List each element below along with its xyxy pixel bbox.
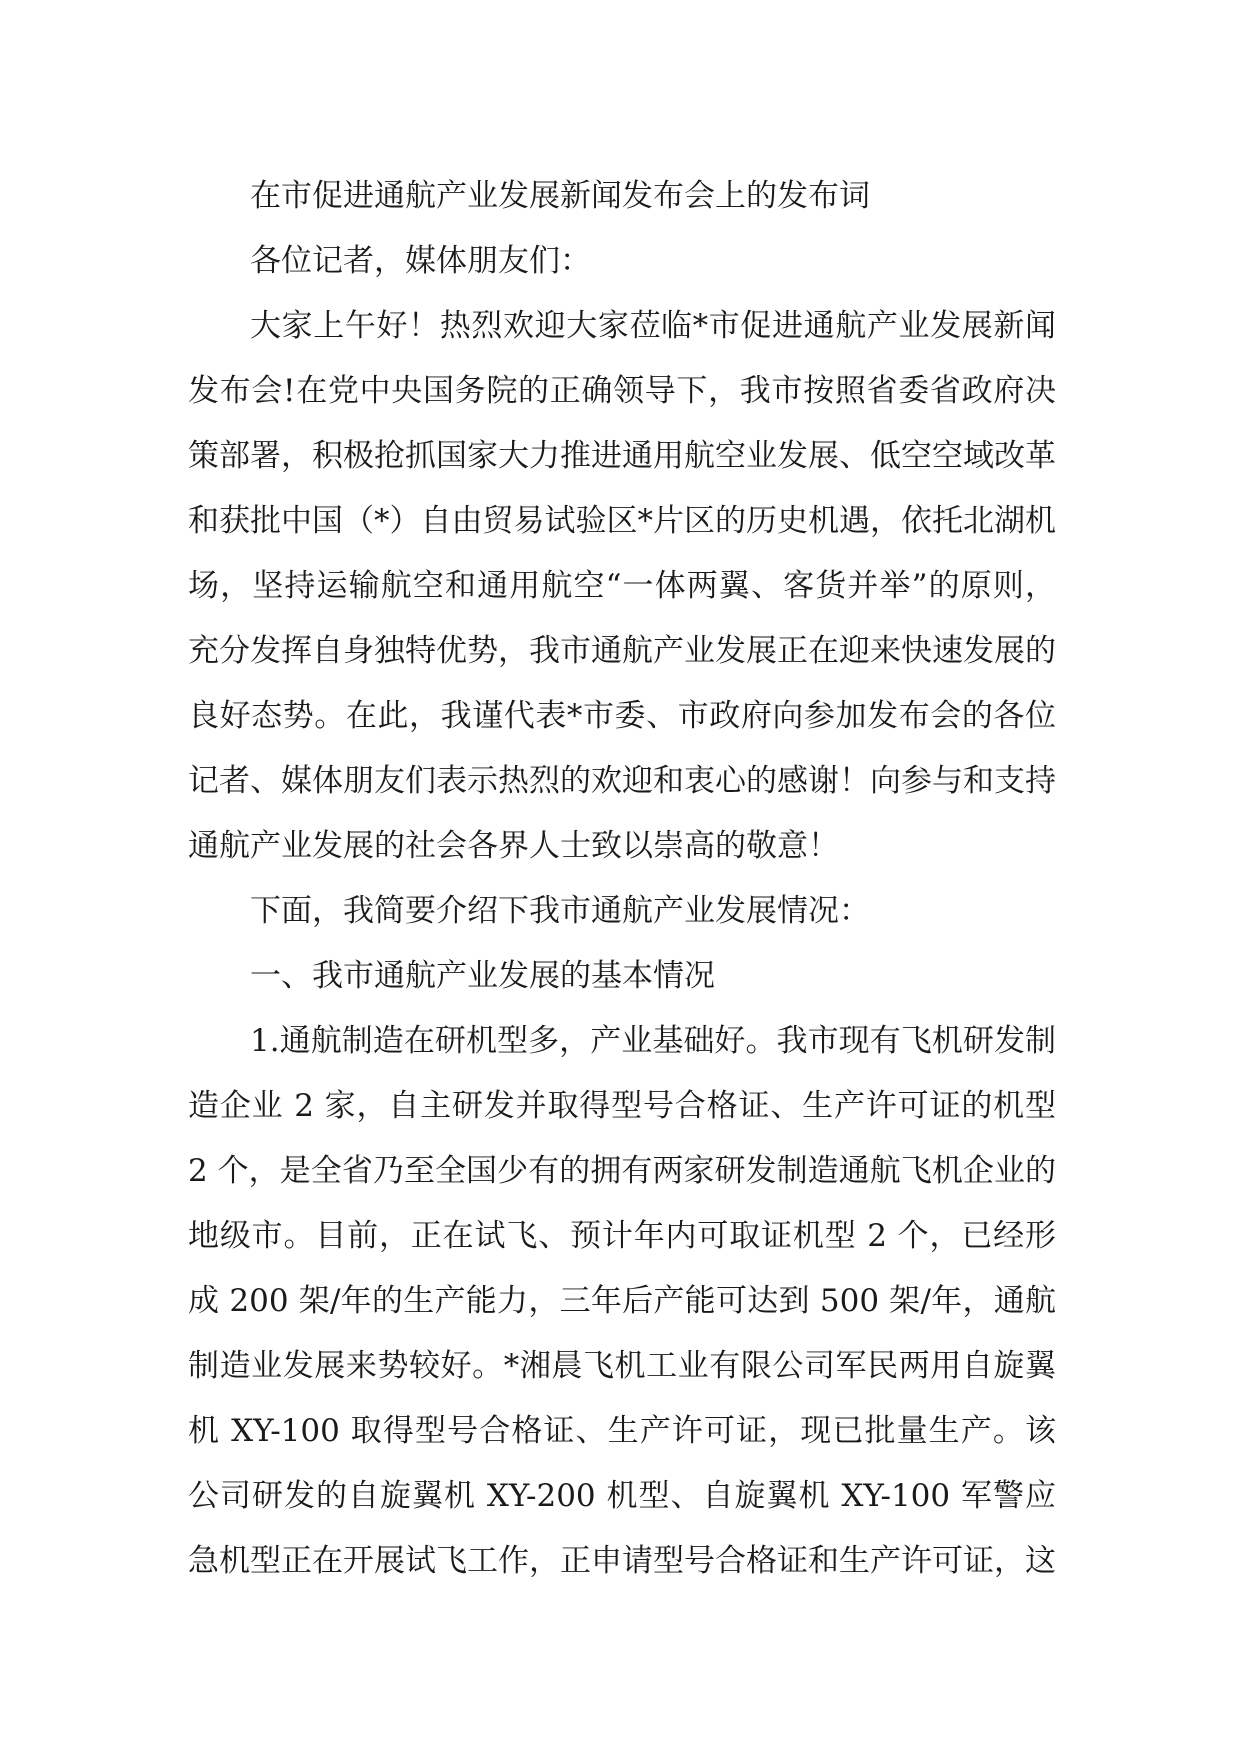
section-heading-basic-situation: 一、我市通航产业发展的基本情况: [250, 958, 715, 994]
paragraph-opening-remarks: 大家上午好！热烈欢迎大家莅临*市促进通航产业发展新闻发布会!在党中央国务院的正确领导下，我市按照省委省政府决策部署，积极抢抓国家大力推进通用航空业发展、低空空域改革和获批中国（*）自由贸易试验区*片区的历史机遇，依托北湖机场，坚持运输航空和通用航空“一体两翼、客货并举”的原则，充分发挥自身独特优势，我市通航产业发展正在迎来快速发展的良好态势。在此，我谨代表*市委、市政府向参加发布会的各位记者、媒体朋友们表示热烈的欢迎和衷心的感谢！向参与和支持通航产业发展的社会各界人士致以崇高的敬意！: [188, 308, 1056, 864]
paragraph-manufacturing: 1.通航制造在研机型多，产业基础好。我市现有飞机研发制造企业 2 家，自主研发并取得型号合格证、生产许可证的机型 2 个，是全省乃至全国少有的拥有两家研发制造通航飞机企业的地级市。目前，正在试飞、预计年内可取证机型 2 个，已经形成 200 架/年的生产能力，三年后产能可达到 500 架/年，通航制造业发展来势较好。*湘晨飞机工业有限公司军民两用自旋翼机 XY-100 取得型号合格证、生产许可证，现已批量生产。该公司研发的自旋翼机 XY-200 机型、自旋翼机 XY-100 军警应急机型正在开展试飞工作，正申请型号合格证和生产许可证，这: [188, 1023, 1056, 1579]
document-title: 在市促进通航产业发展新闻发布会上的发布词: [250, 178, 870, 214]
document-body: [188, 164, 1056, 1594]
salutation: 各位记者，媒体朋友们：: [250, 243, 591, 279]
paragraph-introduction: 下面，我简要介绍下我市通航产业发展情况：: [250, 893, 870, 929]
